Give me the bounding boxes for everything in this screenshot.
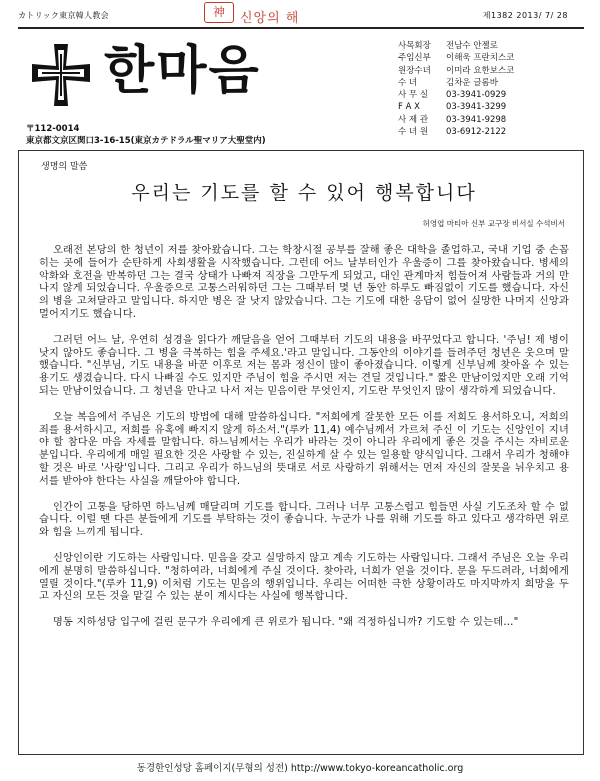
top-bar: [18, 2, 582, 24]
staff-value: 김차운 글롬바: [446, 77, 498, 88]
staff-role: 수 녀 원: [398, 127, 429, 138]
staff-row: [398, 65, 582, 77]
address-block: [26, 123, 266, 147]
staff-role: 원장수녀: [398, 65, 431, 76]
staff-value: 03-3941-3299: [446, 102, 507, 113]
staff-row: [398, 101, 582, 113]
footer-text[interactable]: 동경한인성당 홈페이지(무형의 성전) http://www.tokyo-koreancatholic.org: [136, 763, 464, 774]
staff-row: [398, 126, 582, 138]
masthead-title: 한마음: [104, 41, 261, 101]
staff-row: [398, 114, 582, 126]
org-name: カトリック東京韓人教会: [18, 11, 109, 20]
staff-value: 이해욱 프란치스코: [446, 53, 515, 64]
article-title: 우리는 기도를 할 수 있어 행복합니다: [131, 182, 477, 204]
staff-role: 사 무 실: [398, 90, 429, 101]
cross-icon: [28, 42, 94, 108]
staff-value: 03-3941-9298: [446, 114, 507, 125]
publication-name: 신앙의 해: [240, 11, 300, 26]
staff-value: 이미라 요한보스코: [446, 65, 515, 76]
paragraph: 오늘 복음에서 주님은 기도의 방법에 대해 말씀하십니다. "저희에게 잘못한 모든 이를 저희도 용서하오니, 저희의 죄를 용서하시고, 저희를 유혹에 빠지지 않게 하소서."(루카 11,4) 예수님께서 가르쳐 주신 이 기도는 신앙인이 지녀야 할 참다운 마음 자세를 말합니다. 하느님께서는 우리가 바라는 것이 아니라 우리에게 좋은 것을 주시는 자비로운 분입니다. 우리에게 매일 필요한 것은 사랑할 수 있는, 진실하게 살 수 있는 일용할 양식입니다. 그래서 우리가 청해야 할 것은 바로 '사랑'입니다. 그리고 우리가 하느님의 뜻대로 서로 사랑하기 위해서는 먼저 자신의 잘못을 뉘우치고 용서를 받아야 한다는 사실을 깨달아야 합니다.: [39, 411, 569, 487]
header-divider: [18, 27, 584, 29]
staff-row: [398, 40, 582, 52]
staff-role: 사 제 관: [398, 114, 429, 125]
staff-row: [398, 77, 582, 89]
staff-value: 전남수 안젤로: [446, 41, 498, 51]
postal-code: 〒112-0014: [26, 124, 80, 134]
issue-info: 제1382 2013/ 7/ 28: [482, 11, 568, 20]
article-author: 허영엽 마티아 신부 교구장 비서실 수석비서: [422, 219, 565, 228]
section-tag: 생명의 말씀: [41, 162, 88, 172]
staff-row: [398, 89, 582, 101]
staff-value: 03-6912-2122: [446, 127, 507, 138]
staff-list: [398, 40, 582, 138]
address-line: 東京都文京区関口3-16-15(東京カテドラル聖マリア大聖堂内): [26, 136, 266, 146]
paragraph: 인간이 고통을 당하면 하느님께 매달리며 기도를 합니다. 그러나 너무 고통스럽고 힘들면 사실 기도조차 할 수 없습니다. 이럴 땐 다른 분들에게 기도를 부탁하는 것이 좋습니다. 누군가 나를 위해 기도를 하고 있다고 생각하면 위로와 힘을 느끼게 됩니다.: [39, 501, 569, 539]
staff-value: 03-3941-0929: [446, 90, 507, 101]
staff-role: F A X: [398, 102, 420, 113]
paragraph: 명동 지하성당 입구에 걸린 문구가 우리에게 큰 위로가 됩니다. "왜 걱정하십니까? 기도할 수 있는데…": [53, 617, 519, 629]
staff-row: [398, 52, 582, 64]
staff-role: 수 녀: [398, 77, 418, 88]
article-box: [18, 150, 584, 755]
seal-icon: 神: [204, 2, 234, 23]
paragraph: 오래전 본당의 한 청년이 저를 찾아왔습니다. 그는 학창시절 공부를 잘해 좋은 대학을 졸업하고, 국내 기업 중 손꼽히는 곳에 들어가 순탄하게 사회생활을 시작했습니다. 그런데 어느 날부터인가 우울증이 그를 찾아왔습니다. 병세의 악화와 호전을 반복하던 그는 결국 상태가 나빠져 직장을 그만두게 되었고, 대인 관계마저 힘들어져 사람들과 거의 만나지 않게 되었습니다. 우울증으로 고통스러워하던 그는 그때부터 몇 년 동안 하루도 빠짐없이 기도를 했습니다. 자신의 병을 고쳐달라고 말입니다. 하지만 병은 잘 낫지 않았습니다. 그는 기도에 대한 응답이 없어 실망한 나머지 신앙과 멀어지기도 했습니다.: [39, 245, 569, 320]
paragraph: 신앙인이란 기도하는 사람입니다. 믿음을 갖고 실망하지 않고 계속 기도하는 사람입니다. 그래서 주님은 오늘 우리에게 분명히 말씀하십니다. "청하여라, 너희에게 주실 것이다. 찾아라, 너희가 얻을 것이다. 문을 두드려라, 너희에게 열릴 것이다."(루카 11,9) 이처럼 기도는 믿음의 행위입니다. 우리는 어떠한 극한 상황이라도 마지막까지 희망을 두고 자신의 모든 것을 맡길 수 있는 분이 계시다는 사실에 행복합니다.: [39, 552, 569, 603]
staff-role: 주임신부: [398, 53, 431, 64]
staff-role: 사목회장: [398, 41, 431, 51]
paragraph: 그러던 어느 날, 우연히 성경을 읽다가 깨달음을 얻어 그때부터 기도의 내용을 바꾸었다고 합니다. '주님! 제 병이 낫지 않아도 좋습니다. 그 병을 극복하는 힘을 주세요.'라고 말입니다. 그동안의 이야기를 들려주던 청년은 웃으며 말했습니다. "신부님, 기도 내용을 바꾼 이후로 저는 몸과 정신이 많이 좋아졌습니다. 이렇게 신부님께 찾아올 수 있는 용기도 생겼습니다. 다시 나빠질 수도 있지만 주님이 힘을 주시면 저는 견딜 것입니다." 짧은 만남이었지만 오래 기억되는 만남이었습니다. 그 청년을 만나고 나서 저는 믿음이란 무엇인지, 기도란 무엇인지 많이 생각하게 되었습니다.: [39, 334, 569, 397]
